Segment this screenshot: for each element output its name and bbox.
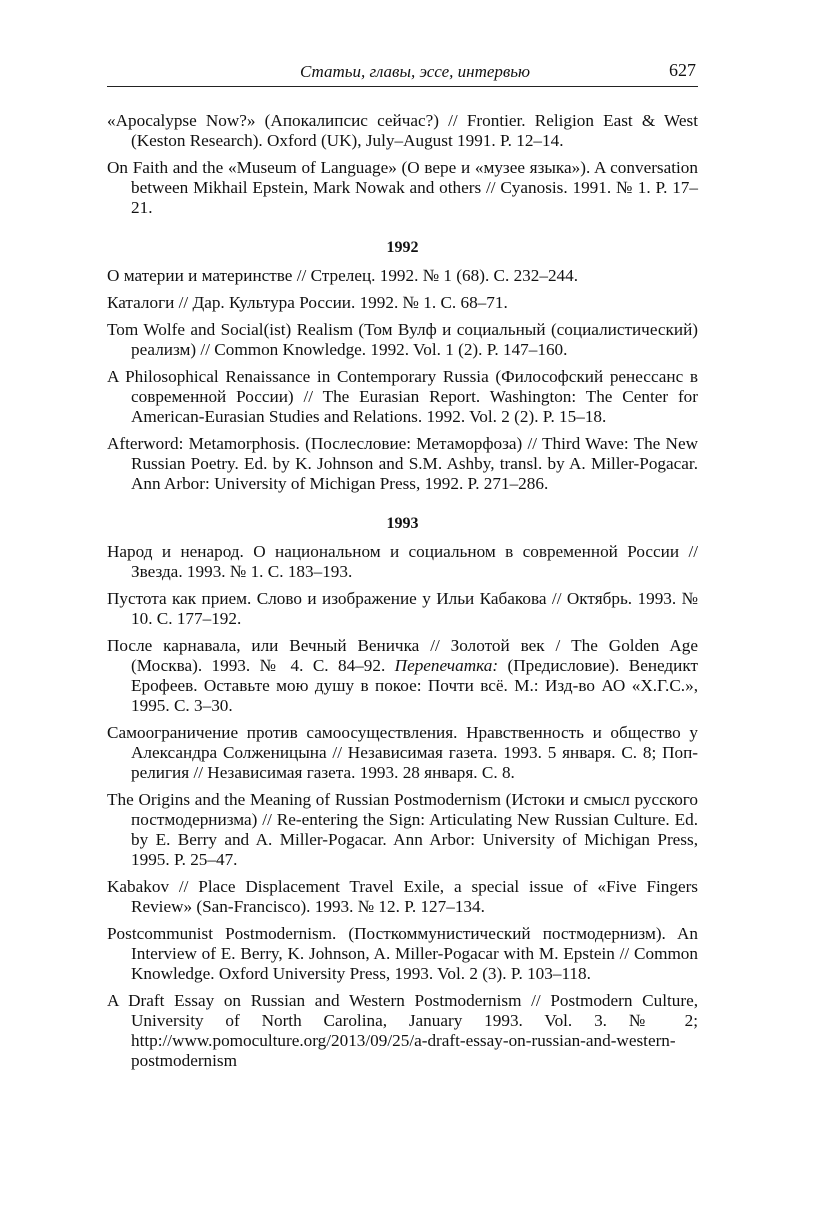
bibliography-entry: Afterword: Metamorphosis. (Послесловие: Метаморфоза) // Third Wave: The New Russian Poetry. Ed. by K. Johnson and S.M. Ashby, transl. by A. Miller-Pogacar. Ann Arbor: University of Michigan Press, 1992. P. 271–286.	[107, 434, 698, 493]
bibliography-entry: О материи и материнстве // Стрелец. 1992. № 1 (68). С. 232–244.	[107, 266, 579, 285]
bibliography-entry: A Draft Essay on Russian and Western Postmodernism // Postmodern Culture, University of North Carolina, January 1993. Vol. 3. № 2; http://www.pomoculture.org/2013/09/25/a-draft-essay-on-russian-and-western-postmodernism	[107, 991, 698, 1070]
bibliography-entry: «Apocalypse Now?» (Апокалипсис сейчас?) // Frontier. Religion East & West (Keston Research). Oxford (UK), July–August 1991. P. 12–14.	[107, 111, 698, 150]
entry-text: (Предисловие). Венедикт Ерофеев. Оставьте мою душу в покое: Почти всё. М.: Изд-во АО «Х.Г.С.», 1995. С. 3–30.	[131, 656, 699, 715]
bibliography-entry: Tom Wolfe and Social(ist) Realism (Том Вулф и социальный (социалистический) реализм) // Common Knowledge. 1992. Vol. 1 (2). P. 147–160.	[107, 320, 698, 359]
bibliography-entry: Пустота как прием. Слово и изображение у Ильи Кабакова // Октябрь. 1993. № 10. С. 177–192.	[107, 589, 698, 628]
bibliography-entry: Народ и ненарод. О национальном и социальном в современной России // Звезда. 1993. № 1. С. 183–193.	[107, 542, 698, 581]
running-title: Статьи, главы, эссе, интервью	[299, 62, 530, 81]
bibliography-entry: Kabakov // Place Displacement Travel Exile, a special issue of «Five Fingers Review» (San-Francisco). 1993. № 12. P. 127–134.	[107, 877, 698, 916]
reprint-label: Перепечатка:	[394, 656, 499, 675]
bibliography	[107, 111, 698, 1078]
bibliography-entry: On Faith and the «Museum of Language» (О вере и «музее языка»). A conversation between Mikhail Epstein, Mark Nowak and others // Cyanosis. 1991. № 1. P. 17–21.	[107, 158, 698, 217]
bibliography-entry: The Origins and the Meaning of Russian Postmodernism (Истоки и смысл русского постмодернизма) // Re-entering the Sign: Articulating New Russian Culture. Ed. by E. Berry and A. Miller-Pogacar. Ann Arbor: University of Michigan Press, 1995. P. 25–47.	[107, 790, 698, 869]
bibliography-entry	[107, 636, 698, 716]
entry-text: После карнавала, или Вечный Веничка // Золотой век / The Golden Age (Москва). 1993. № 4. С. 84–92.	[107, 636, 698, 675]
year-heading-1992: 1992	[386, 239, 419, 256]
bibliography-entry: Каталоги // Дар. Культура России. 1992. № 1. С. 68–71.	[107, 293, 508, 312]
bibliography-entry: A Philosophical Renaissance in Contemporary Russia (Философский ренессанс в современной России) // The Eurasian Report. Washington: The Center for American-Eurasian Studies and Relations. 1992. Vol. 2 (2). P. 15–18.	[107, 367, 698, 426]
page-header	[107, 58, 698, 87]
bibliography-entry: Postcommunist Postmodernism. (Посткоммунистический постмодернизм). An Interview of E. Berry, K. Johnson, A. Miller-Pogacar with M. Epstein // Common Knowledge. Oxford University Press, 1993. Vol. 2 (3). P. 103–118.	[107, 924, 698, 983]
bibliography-entry: Самоограничение против самоосуществления. Нравственность и общество у Александра Солженицына // Независимая газета. 1993. 5 января. С. 8; Поп-религия // Независимая газета. 1993. 28 января. С. 8.	[107, 723, 698, 782]
page-number: 627	[669, 60, 696, 80]
year-heading-1993: 1993	[386, 515, 419, 532]
